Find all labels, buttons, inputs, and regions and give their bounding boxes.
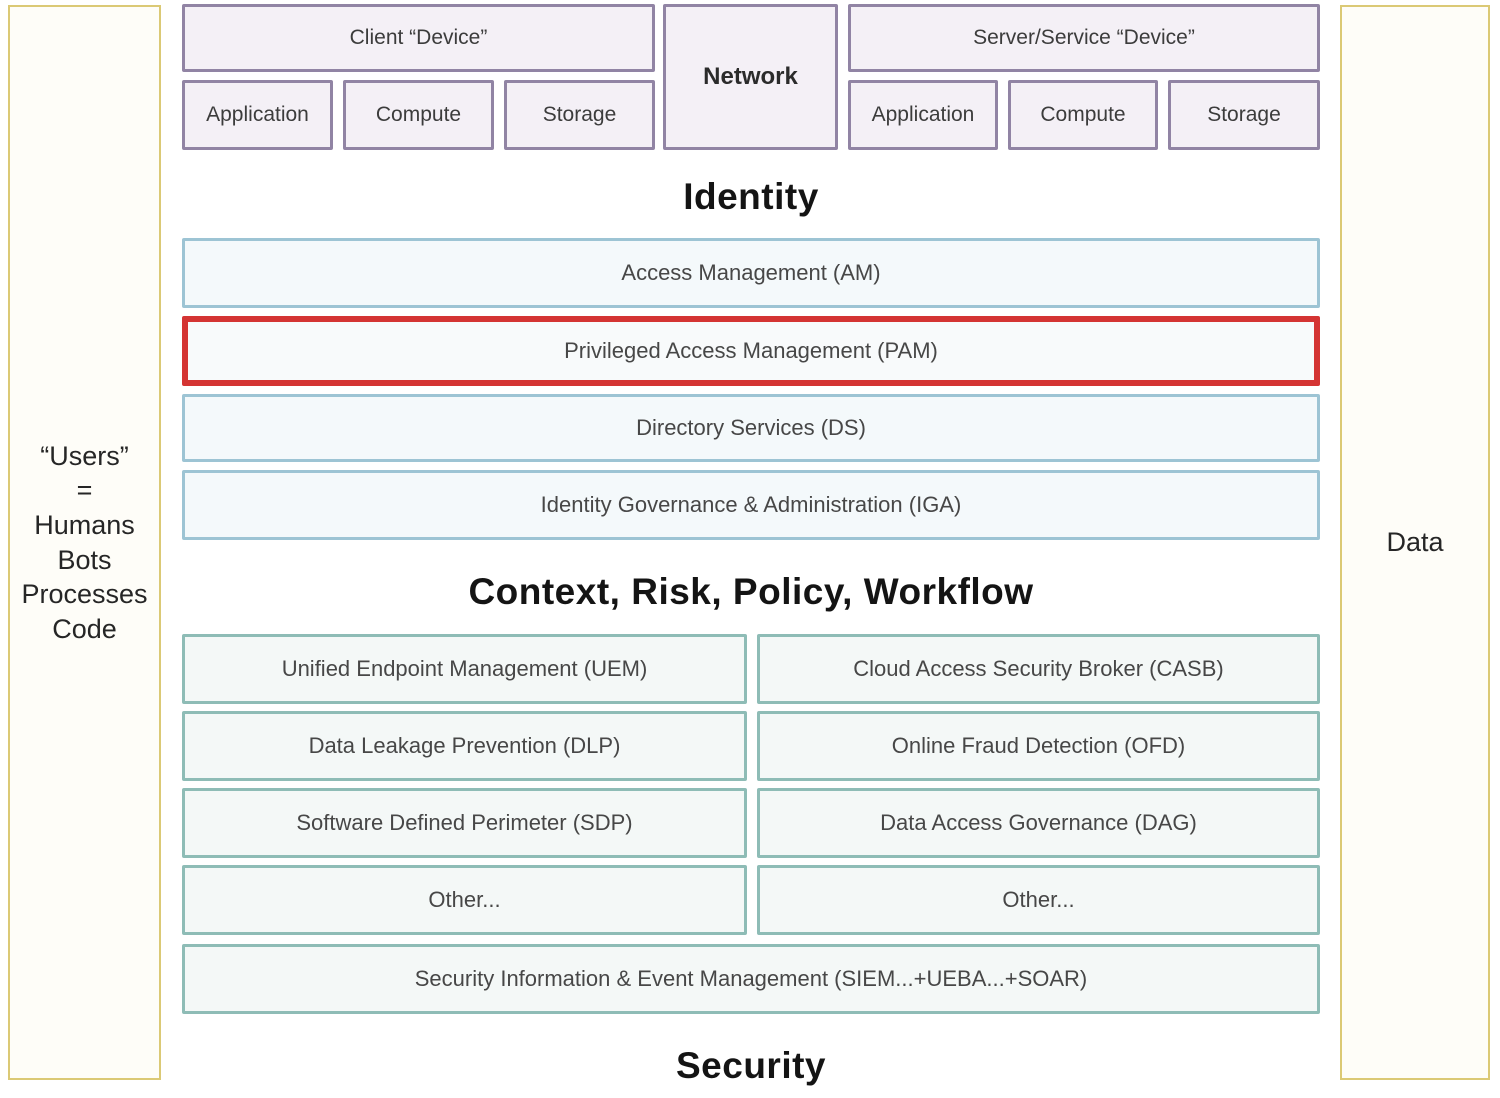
client-application-box <box>182 80 333 150</box>
data-rail-label: Data <box>1386 527 1444 558</box>
sdp-label: Software Defined Perimeter (SDP) <box>296 810 633 835</box>
dlp-label: Data Leakage Prevention (DLP) <box>308 733 621 758</box>
server-storage-box <box>1168 80 1320 150</box>
dlp-box <box>182 711 747 781</box>
sdp-box <box>182 788 747 858</box>
ofd-box <box>757 711 1320 781</box>
server-compute-box <box>1008 80 1158 150</box>
identity-heading: Identity <box>683 176 819 217</box>
access-management-box <box>182 238 1320 308</box>
dag-label: Data Access Governance (DAG) <box>880 810 1197 835</box>
data-rail <box>1340 5 1490 1080</box>
identity-governance-label: Identity Governance & Administration (IGA) <box>540 492 962 517</box>
directory-services-box <box>182 394 1320 462</box>
users-line: Humans <box>34 509 135 540</box>
ofd-label: Online Fraud Detection (OFD) <box>891 733 1186 758</box>
uem-box <box>182 634 747 704</box>
client-device-box <box>182 4 655 72</box>
network-label: Network <box>703 63 798 90</box>
security-heading: Security <box>675 1045 826 1086</box>
server-storage-label: Storage <box>1207 103 1281 126</box>
casb-box <box>757 634 1320 704</box>
privileged-access-management-box <box>182 316 1320 386</box>
other-left-box <box>182 865 747 935</box>
other-right-label: Other... <box>1002 887 1075 912</box>
users-rail <box>8 5 161 1080</box>
other-right-box <box>757 865 1320 935</box>
users-line: Bots <box>57 544 112 575</box>
client-compute-label: Compute <box>375 103 462 126</box>
privileged-access-management-label: Privileged Access Management (PAM) <box>564 338 938 363</box>
directory-services-label: Directory Services (DS) <box>636 415 866 440</box>
access-management-label: Access Management (AM) <box>621 260 881 285</box>
client-device-label: Client “Device” <box>349 26 488 49</box>
client-storage-box <box>504 80 655 150</box>
dag-box <box>757 788 1320 858</box>
context-risk-policy-workflow-heading: Context, Risk, Policy, Workflow <box>468 571 1034 612</box>
server-application-box <box>848 80 998 150</box>
users-line: “Users” <box>40 440 129 471</box>
server-compute-label: Compute <box>1040 103 1126 126</box>
network-box <box>663 4 838 150</box>
server-device-box <box>848 4 1320 72</box>
client-application-label: Application <box>206 103 309 126</box>
identity-governance-box <box>182 470 1320 540</box>
server-device-label: Server/Service “Device” <box>973 26 1195 49</box>
users-line: Code <box>52 613 117 644</box>
other-left-label: Other... <box>428 887 501 912</box>
siem-label: Security Information & Event Management (SIEM...+UEBA...+SOAR) <box>414 966 1088 991</box>
users-line: Processes <box>21 579 148 610</box>
client-storage-label: Storage <box>542 103 617 126</box>
client-compute-box <box>343 80 494 150</box>
siem-box <box>182 944 1320 1014</box>
server-application-label: Application <box>871 103 975 126</box>
casb-label: Cloud Access Security Broker (CASB) <box>853 656 1224 681</box>
users-line: = <box>76 475 93 506</box>
uem-label: Unified Endpoint Management (UEM) <box>281 656 648 681</box>
